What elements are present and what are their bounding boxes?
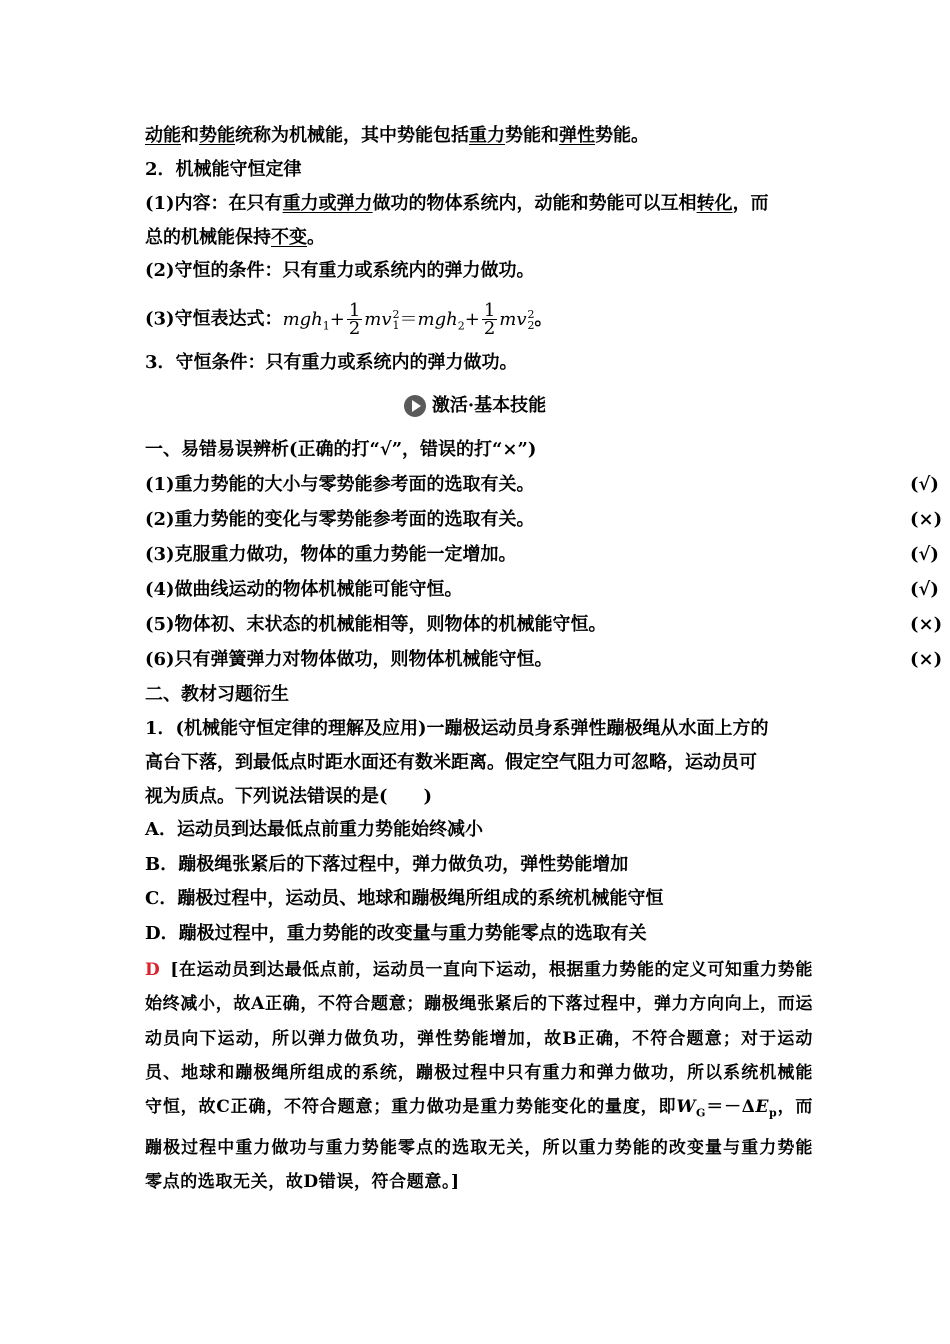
formula-term: mgh [282,308,323,330]
subscript: p [769,1106,778,1120]
formula-term: W [676,1097,697,1118]
judgement-item [145,578,939,602]
section-title [0,394,950,418]
plus-sign: + [329,308,345,330]
underlined-term: 转化 [696,193,733,214]
underlined-term: 重力 [469,125,505,146]
text: 势能。 [595,125,649,146]
denominator: 2 [348,318,361,339]
judgement-item [145,648,943,672]
formula [282,300,535,339]
text: 和 [181,125,199,146]
underlined-term: 重力或弹力 [282,193,373,214]
condition-3: 3．守恒条件：只有重力或系统内的弹力做功。 [145,352,518,373]
judgement-item [145,613,943,637]
intro-line [145,124,813,148]
answer-mark: (×) [910,614,943,635]
option-b: B．蹦极绳张紧后的下落过程中，弹力做负功，弹性势能增加 [145,854,629,875]
solution-text: [在运动员到达最低点前，运动员一直向下运动，根据重力势能的定义可知重力势能始终减小，故A正确，不符合题意；蹦极绳张紧后的下落过程中，弹力方向向上，而运动员向下运动，所以弹力做负功，弹性势能增加，故B正确，不符合题意；对于运动员、地球和蹦极绳所组成的系统，蹦极过程中只有重力和弹力做功，所以系统机械能守恒，故C正确，不符合题意；重力做功是重力势能变化的量度，即 [145,960,813,1118]
fraction [347,302,362,337]
judgement-item [145,508,943,532]
answer-mark: (×) [910,509,943,530]
law-heading: 2．机械能守恒定律 [145,159,302,180]
text: 做功的物体系统内，动能和势能可以互相 [372,193,697,214]
formula-term: ＝－Δ [706,1097,756,1118]
section-title-text: 激活·基本技能 [431,395,547,416]
judgement-item [145,473,939,497]
content-line-2 [145,226,813,250]
superscript: 2 [392,307,400,321]
subscript: 2 [457,319,465,333]
item-text: (3)克服重力做功，物体的重力势能一定增加。 [145,544,517,565]
answer-mark: (×) [910,649,943,670]
question-line: 高台下落，到最低点时距水面还有数米距离。假定空气阻力可忽略，运动员可 [145,752,757,773]
answer-mark: (√) [910,579,939,600]
equals-sign: ＝ [399,308,418,330]
subscript: 1 [392,318,400,332]
numerator: 1 [348,300,361,321]
plus-sign: + [464,308,480,330]
denominator: 2 [483,318,496,339]
content-line-1 [145,192,813,216]
play-icon [404,395,426,417]
question-line: 1．(机械能守恒定律的理解及应用)一蹦极运动员身系弹性蹦极绳从水面上方的 [145,718,769,739]
superscript: 2 [527,307,535,321]
text: 统称为机械能，其中势能包括 [235,125,469,146]
subscript: G [696,1106,707,1120]
item-text: (6)只有弹簧弹力对物体做功，则物体机械能守恒。 [145,649,553,670]
formula-term: mv [364,308,392,330]
answer-mark: (√) [910,474,939,495]
option-d: D．蹦极过程中，重力势能的改变量与重力势能零点的选取有关 [145,923,647,944]
text: (1)内容：在只有 [145,193,283,214]
option-c: C．蹦极过程中，运动员、地球和蹦极绳所组成的系统机械能守恒 [145,888,664,909]
judgement-item [145,543,939,567]
answer-letter: D [145,960,161,980]
solution [145,953,813,1199]
text: 。 [307,227,325,248]
item-text: (2)重力势能的变化与零势能参考面的选取有关。 [145,509,535,530]
underlined-term: 弹性 [559,125,595,146]
subscript: 1 [322,319,330,333]
superscript-subscript [528,309,535,331]
option-a: A．运动员到达最低点前重力势能始终减小 [145,819,483,840]
expression-line [145,302,813,338]
item-text: (1)重力势能的大小与零势能参考面的选取有关。 [145,474,535,495]
condition-line: (2)守恒的条件：只有重力或系统内的弹力做功。 [145,260,535,281]
part2-heading: 二、教材习题衍生 [145,684,289,705]
answer-mark: (√) [910,544,939,565]
formula-term: mv [499,308,527,330]
text: ，而 [732,193,769,214]
fraction [482,302,497,337]
underlined-term: 动能 [145,125,181,146]
part1-heading: 一、易错易误辨析(正确的打“√”，错误的打“×”) [145,439,537,460]
solution-text: ，而蹦极过程中重力做功与重力势能零点的选取无关，所以重力势能的改变量与重力势能零点的选取无关，故D错误，符合题意。] [145,1097,813,1193]
text: 势能和 [505,125,559,146]
formula-term: mgh [417,308,458,330]
item-text: (5)物体初、末状态的机械能相等，则物体的机械能守恒。 [145,614,607,635]
superscript-subscript [393,309,400,331]
underlined-term: 不变 [271,227,307,248]
text: 。 [534,308,553,330]
underlined-term: 势能 [199,125,235,146]
item-text: (4)做曲线运动的物体机械能可能守恒。 [145,579,463,600]
formula-term: E [755,1097,770,1118]
text: 总的机械能保持 [145,227,271,248]
numerator: 1 [483,300,496,321]
subscript: 2 [527,318,535,332]
expression-label: (3)守恒表达式： [145,308,283,330]
question-line: 视为质点。下列说法错误的是( ) [145,786,433,807]
